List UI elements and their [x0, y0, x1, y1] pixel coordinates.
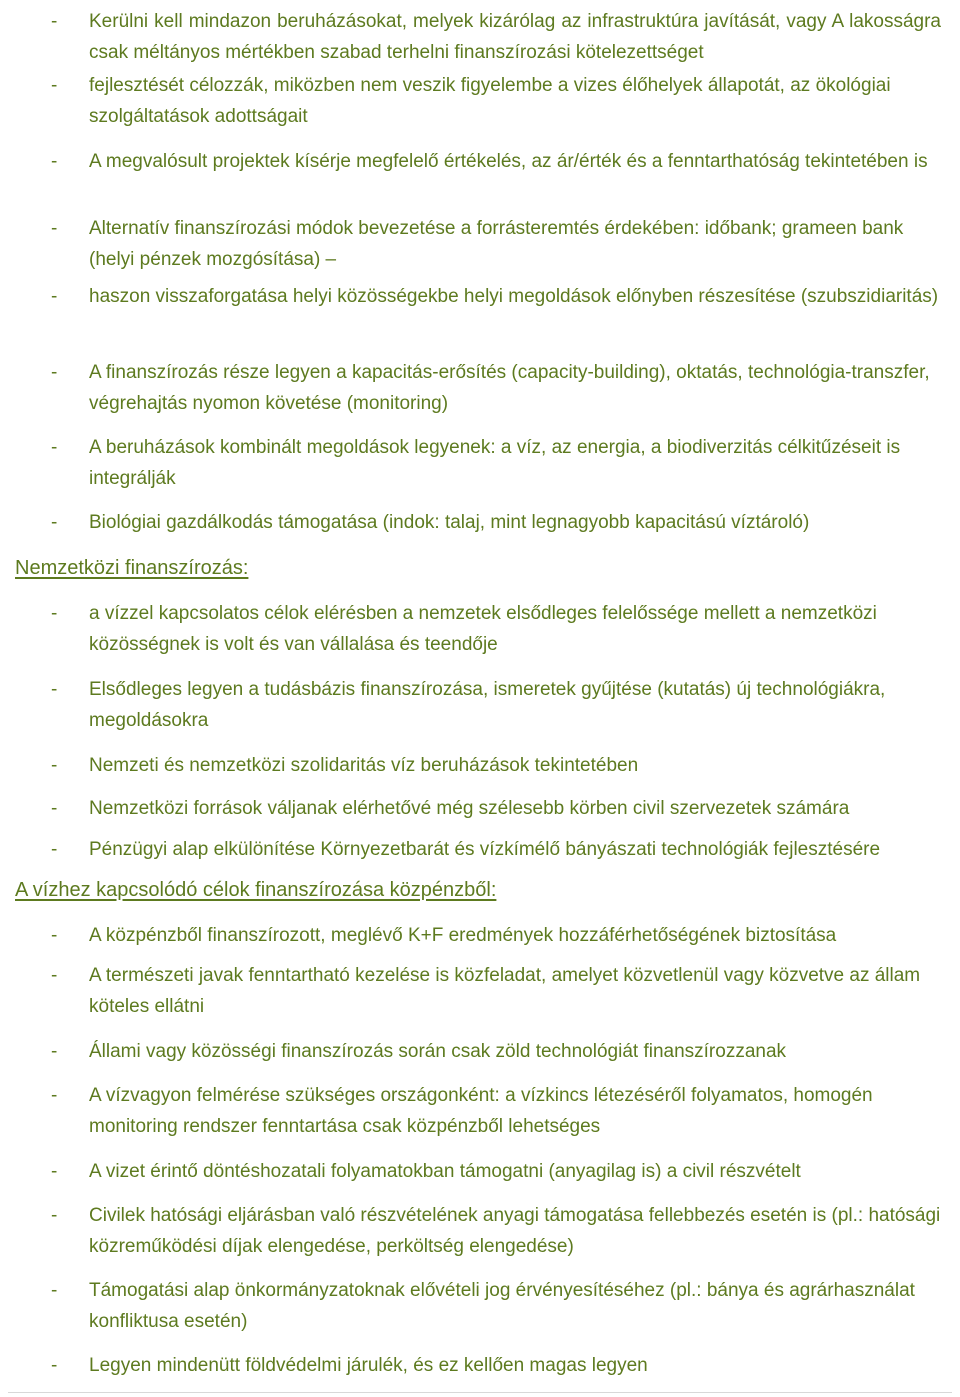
list-dash: - — [51, 1085, 58, 1106]
list-dash: - — [51, 362, 58, 383]
list-item-text: Biológiai gazdálkodás támogatása (indok: talaj, mint legnagyobb kapacitású víztároló) — [89, 512, 810, 533]
list-dash: - — [51, 965, 58, 986]
list-item-text: A természeti javak fenntartható kezelése is közfeladat, amelyet közvetlenül vagy közvetve az állam köteles ellátni — [89, 965, 921, 1017]
list-item-text: Nemzetközi források váljanak elérhetővé még szélesebb körben civil szervezetek számára — [89, 798, 850, 819]
section-heading-international: Nemzetközi finanszírozás: — [15, 557, 249, 579]
list-dash: - — [51, 151, 58, 172]
list-item-text: fejlesztését célozzák, miközben nem veszik figyelembe a vizes élőhelyek állapotát, az ökológiai szolgáltatások adottságait — [89, 75, 891, 127]
list-item-text: A vizet érintő döntéshozatali folyamatokban támogatni (anyagilag is) a civil részvételt — [89, 1161, 801, 1182]
list-item-text: Támogatási alap önkormányzatoknak elővételi jog érvényesítéséhez (pl.: bánya és agrárhasználat konfliktusa esetén) — [89, 1280, 915, 1332]
list-dash: - — [51, 1355, 58, 1376]
section-heading-public-funding: A vízhez kapcsolódó célok finanszírozása közpénzből: — [15, 879, 497, 901]
list-item-text: Állami vagy közösségi finanszírozás során csak zöld technológiát finanszírozzanak — [89, 1041, 787, 1062]
list-item-text: Elsődleges legyen a tudásbázis finanszírozása, ismeretek gyűjtése (kutatás) új technológiákra, megoldásokra — [89, 679, 886, 731]
list-item-text: Kerülni kell mindazon beruházásokat, melyek kizárólag az infrastruktúra javítását, vagy A lakosságra csak méltányos mértékben szabad terhelni finanszírozási kötelezettséget — [89, 11, 941, 63]
list-item-text: A vízvagyon felmérése szükséges országonként: a vízkincs létezéséről folyamatos, homogén monitoring rendszer fenntartása csak közpénzből lehetséges — [89, 1085, 873, 1137]
list-dash: - — [51, 1041, 58, 1062]
list-item-text: A közpénzből finanszírozott, meglévő K+F eredmények hozzáférhetőségének biztosítása — [89, 925, 837, 946]
list-dash: - — [51, 512, 58, 533]
list-item-text: haszon visszaforgatása helyi közösségekbe helyi megoldások előnyben részesítése (szubszidiaritás) — [89, 286, 939, 307]
list-item-text: A megvalósult projektek kísérje megfelelő értékelés, az ár/érték és a fenntarthatóság tekintetében is — [89, 151, 928, 172]
list-item-text: Nemzeti és nemzetközi szolidaritás víz beruházások tekintetében — [89, 755, 639, 776]
list-dash: - — [51, 1161, 58, 1182]
list-dash: - — [51, 1280, 58, 1301]
list-dash: - — [51, 286, 58, 307]
list-item-text: A beruházások kombinált megoldások legyenek: a víz, az energia, a biodiverzitás célkitűzéseit is integrálják — [89, 437, 901, 489]
list-item-text: Civilek hatósági eljárásban való részvételének anyagi támogatása fellebbezés esetén is (pl.: hatósági közreműködési díjak elengedése, perköltség elengedése) — [89, 1205, 941, 1257]
list-dash: - — [51, 11, 58, 32]
list-dash: - — [51, 437, 58, 458]
list-item-text: A finanszírozás része legyen a kapacitás-erősítés (capacity-building), oktatás, technológia-transzfer, végrehajtás nyomon követése (monitoring) — [89, 362, 930, 414]
list-item-text: Pénzügyi alap elkülönítése Környezetbarát és vízkímélő bányászati technológiák fejlesztésére — [89, 839, 881, 860]
list-dash: - — [51, 925, 58, 946]
list-dash: - — [51, 1205, 58, 1226]
page-bottom-divider — [8, 1392, 952, 1393]
list-dash: - — [51, 603, 58, 624]
list-item-text: Legyen mindenütt földvédelmi járulék, és ez kellően magas legyen — [89, 1355, 648, 1376]
list-item-text: a vízzel kapcsolatos célok elérésben a nemzetek elsődleges felelőssége mellett a nemzetközi közösségnek is volt és van vállalása és teendője — [89, 603, 877, 655]
list-item-text: Alternatív finanszírozási módok bevezetése a forrásteremtés érdekében: időbank; grameen bank (helyi pénzek mozgósítása) – — [89, 218, 904, 270]
list-dash: - — [51, 839, 58, 860]
list-dash: - — [51, 218, 58, 239]
list-dash: - — [51, 798, 58, 819]
list-dash: - — [51, 755, 58, 776]
list-dash: - — [51, 679, 58, 700]
list-dash: - — [51, 75, 58, 96]
